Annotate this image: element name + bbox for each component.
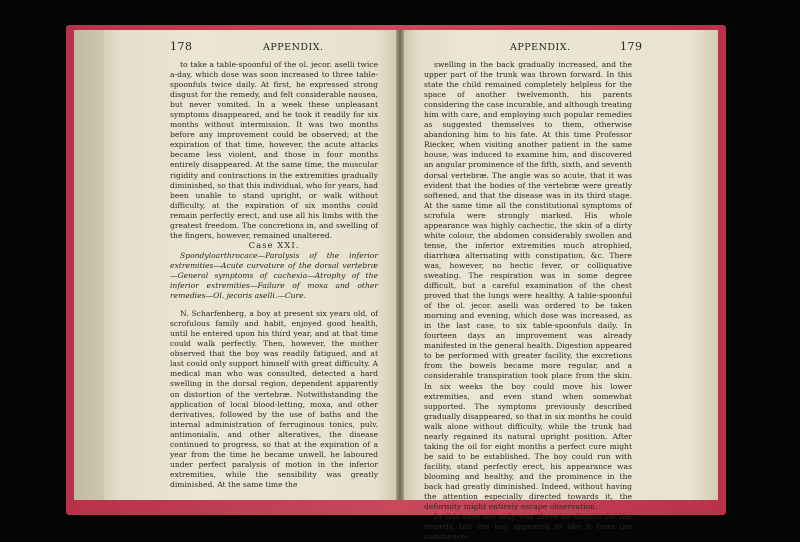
case-caption: Spondyloarthrocace—Paralysis of the inferior extremities—Acute curvature of the dorsal vertebræ—General symptoms of cachexia—Atrophy of the inferior extremities—Failure of moxa and other remedies—Ol. jecoris aselli.—Cure.	[170, 250, 378, 301]
left-running-head: APPENDIX.	[263, 42, 324, 53]
book-gutter	[396, 30, 404, 500]
left-paragraph-1: to take a table-spoonful of the ol. jecor. aselli twice a-day, which dose was soon increased to three table-spoonfuls twice daily. At first, he expressed strong disgust for the remedy, and felt considerable nausea, but never vomited. In a week these unpleasant symptoms disappeared, and he took it readily for six months without intermission. It was two months before any improvement could be observed; at the expiration of that time, however, the acute attacks became less violent, and those in four months entirely disappeared. At the same time, the muscular rigidity and contractions in the extremities gradually diminished, so that this individual, who for years, had been unable to stand upright, or walk without difficulty, at the expiration of six months could remain perfectly erect, and use all his limbs with the greatest freedom. The concretions in, and swelling of the fingers, however, remained unaltered.	[170, 60, 378, 240]
right-page-number: 179	[620, 40, 643, 53]
right-paragraph-2: In this case not only was there no disgust for the remedy, but the boy appeared to like it from the commence-	[424, 512, 632, 542]
left-page-number: 178	[170, 40, 193, 53]
left-page-text	[170, 60, 378, 490]
left-paragraph-2: N. Scharfenberg, a boy at present six years old, of scrofulous family and habit, enjoyed good health, until he entered upon his third year, and at that time could walk perfectly. Then, however, the mother observed that the boy was readily fatigued, and at last could only support himself with great difficulty. A medical man who was consulted, detected a hard swelling in the dorsal region, dependent apparently on distortion of the vertebræ. Notwithstanding the application of local blood-letting, moxa, and other derivatives, followed by the use of baths and the internal administration of ferruginous tonics, pulv. antimonialis, and other alteratives, the disease continued to progress, so that at the expiration of a year from the time he became unwell, he laboured under perfect paralysis of motion in the inferior extremities, while the sensibility was greatly diminished. At the same time the	[170, 309, 378, 489]
page-edges	[74, 30, 104, 500]
case-title: Case XXI.	[248, 240, 300, 251]
right-running-head: APPENDIX.	[510, 42, 571, 53]
right-paragraph-1: swelling in the back gradually increased, and the upper part of the trunk was thrown forward. In this state the child remained completely helpless for the space of another twelvemonth, his parents considering the case incurable, and although treating him with care, and employing such popular remedies as suggested themselves to them, otherwise abandoning him to his fate. At this time Professor Riecker, when visiting another patient in the same house, was induced to examine him, and discovered an angular prominence of the fifth, sixth, and seventh dorsal vertebræ. The angle was so acute, that it was evident that the bodies of the vertebræ were greatly softened, and that the disease was in its third stage. At the same time all the constitutional symptoms of scrofula were strongly marked. His whole appearance was highly cachectic, the skin of a dirty white colour, the abdomen considerably swollen and tense, the inferior extremities much atrophied, diarrhœa alternating with constipation, &c. There was, however, no hectic fever, or colliquative sweating. The respiration was in some degree difficult, but a careful examination of the chest proved that the lungs were healthy. A table-spoonful of the ol. jecor. aselli was ordered to be taken morning and evening, which dose was increased, as in the last case, to six table-spoonfuls daily. In fourteen days an improvement was already manifested in the general health. Digestion appeared to be performed with greater facility, the excretions from the bowels became more regular, and a considerable transpiration took place from the skin. In six weeks the boy could move his lower extremities, and even stand when somewhat supported. The symptoms previously described gradually disappeared, so that in six months he could walk alone without difficulty, while the trunk had nearly regained its natural upright position. After taking the oil for eight months a perfect cure might be said to be established. The boy could run with facility, stand perfectly erect, his appearance was blooming and healthy, and the prominence in the back had greatly diminished. Indeed, without having the attention especially directed towards it, the deformity might entirely escape observation.	[424, 60, 632, 512]
right-page-text	[424, 60, 632, 542]
